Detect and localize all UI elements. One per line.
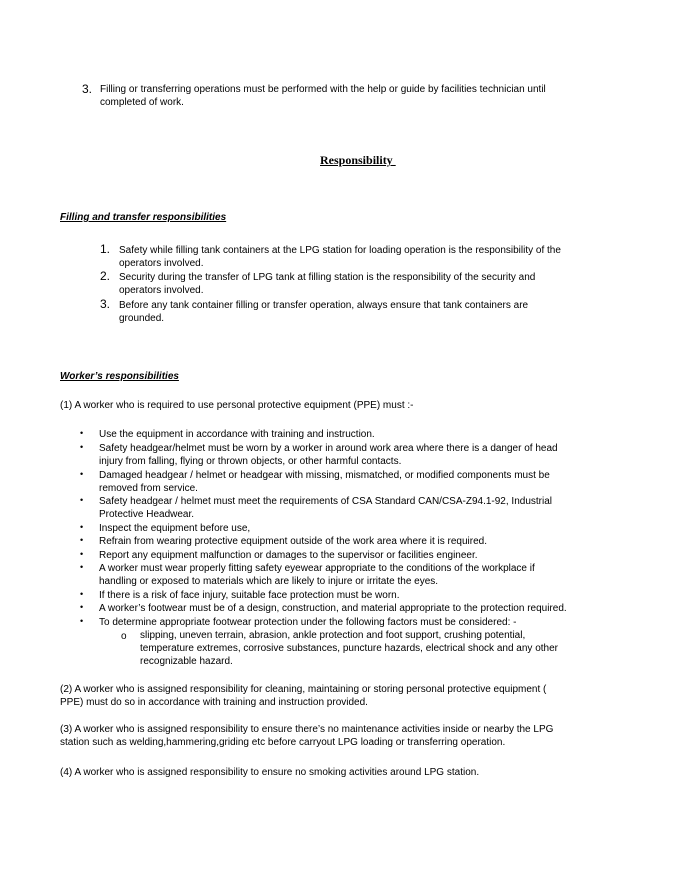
- list-item-line: Security during the transfer of LPG tank at filling station is the responsibility of the security and: [119, 272, 536, 283]
- para-line: (2) A worker who is assigned responsibility for cleaning, maintaining or storing personal protective equipment (: [60, 684, 547, 695]
- bullet-icon: •: [80, 535, 84, 545]
- bullet-line: Use the equipment in accordance with training and instruction.: [99, 429, 375, 440]
- list-item-line: operators involved.: [119, 285, 204, 296]
- bullet-icon: •: [80, 616, 84, 626]
- bullet-line: Inspect the equipment before use,: [99, 523, 251, 534]
- bullet-line: Safety headgear/helmet must be worn by a worker in around work area where there is a danger of head: [99, 443, 558, 454]
- bullet-line: Safety headgear / helmet must meet the requirements of CSA Standard CAN/CSA-Z94.1-92, Industrial: [99, 496, 553, 507]
- bullet-line: If there is a risk of face injury, suitable face protection must be worn.: [99, 590, 400, 601]
- bullet-line: Protective Headwear.: [99, 509, 195, 520]
- bullet-icon: •: [80, 522, 84, 532]
- bullet-line: injury from falling, flying or thrown objects, or other harmful contacts.: [99, 456, 402, 467]
- sub-bullet-line: slipping, uneven terrain, abrasion, ankle protection and foot support, crushing potential,: [140, 630, 526, 641]
- intro-item-line-1: Filling or transferring operations must be performed with the help or guide by facilities technician until: [100, 84, 546, 95]
- para-line: PPE) must do so in accordance with training and instruction provided.: [60, 697, 368, 708]
- list-item-number: 3.: [100, 297, 111, 311]
- intro-item-number: 3.: [82, 82, 93, 96]
- bullet-line: handling or exposed to materials which are likely to injure or irritate the eyes.: [99, 576, 439, 587]
- bullet-line: Report any equipment malfunction or damages to the supervisor or facilities engineer.: [99, 550, 478, 561]
- list-item-line: grounded.: [119, 313, 165, 324]
- bullet-line: A worker must wear properly fitting safety eyewear appropriate to the conditions of the workplace if: [99, 563, 535, 574]
- list-item-line: operators involved.: [119, 258, 204, 269]
- bullet-icon: •: [80, 589, 84, 599]
- bullet-icon: •: [80, 549, 84, 559]
- sub-bullet-line: temperature extremes, corrosive substances, puncture hazards, electrical shock and any other: [140, 643, 558, 654]
- bullet-line: removed from service.: [99, 483, 198, 494]
- sub-bullet-line: recognizable hazard.: [140, 656, 233, 667]
- list-item-line: Before any tank container filling or transfer operation, always ensure that tank containers are: [119, 300, 529, 311]
- filling-heading: Filling and transfer responsibilities: [60, 212, 227, 223]
- bullet-line: To determine appropriate footwear protection under the following factors must be considered: -: [99, 617, 517, 628]
- bullet-icon: •: [80, 602, 84, 612]
- workers-para-1: (1) A worker who is required to use personal protective equipment (PPE) must :-: [60, 400, 414, 411]
- bullet-icon: •: [80, 495, 84, 505]
- sub-bullet-icon: o: [121, 631, 127, 642]
- list-item-line: Safety while filling tank containers at the LPG station for loading operation is the responsibility of the: [119, 245, 561, 256]
- intro-item-line-2: completed of work.: [100, 97, 184, 108]
- list-item-number: 1.: [100, 242, 111, 256]
- bullet-icon: •: [80, 562, 84, 572]
- bullet-icon: •: [80, 442, 84, 452]
- workers-para-4: (4) A worker who is assigned responsibility to ensure no smoking activities around LPG station.: [60, 767, 480, 778]
- bullet-icon: •: [80, 428, 84, 438]
- bullet-line: Refrain from wearing protective equipment outside of the work area where it is required.: [99, 536, 487, 547]
- bullet-line: A worker’s footwear must be of a design, construction, and material appropriate to the protection required.: [99, 603, 567, 614]
- bullet-line: Damaged headgear / helmet or headgear with missing, mismatched, or modified components must be: [99, 470, 550, 481]
- bullet-icon: •: [80, 469, 84, 479]
- workers-heading: Worker’s responsibilities: [60, 371, 179, 382]
- page-title: Responsibility: [320, 153, 396, 167]
- para-line: (3) A worker who is assigned responsibility to ensure there’s no maintenance activities inside or nearby the LPG: [60, 724, 554, 735]
- para-line: station such as welding,hammering,griding etc before carryout LPG loading or transferring operation.: [60, 737, 506, 748]
- list-item-number: 2.: [100, 269, 111, 283]
